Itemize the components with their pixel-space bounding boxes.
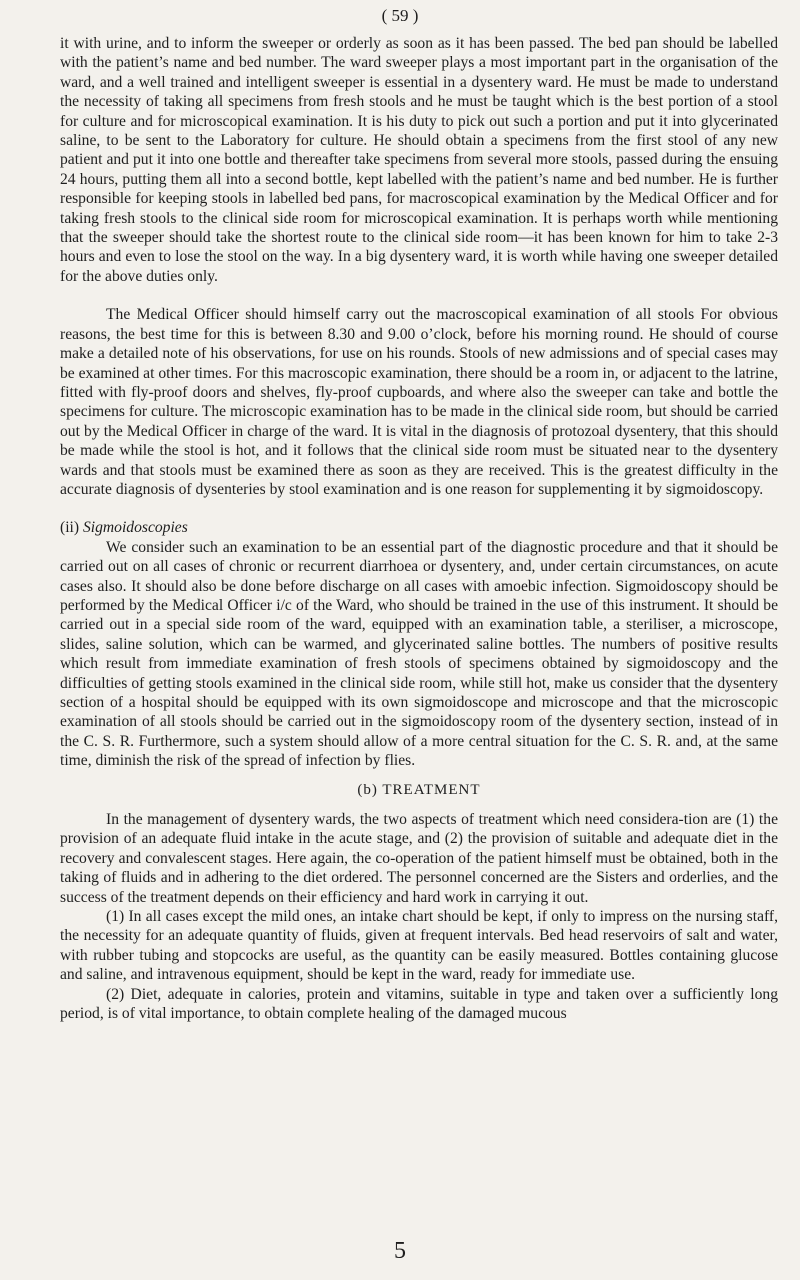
page-number-bottom: 5 bbox=[394, 1238, 406, 1264]
paragraph-management: In the management of dysentery wards, the two aspects of treatment which need considera-tion are (1) the provision of an adequate fluid intake in the acute stage, and (2) the provision of suitable and adequate diet in the recovery and convalescent stages. Here again, the co-operation of the patient himself must be obtained, both in the taking of fluids and in adhering to the diet ordered. The personnel concerned are the Sisters and orderlies, and the success of the treatment depends on their efficiency and hard work in carrying it out. bbox=[60, 811, 778, 906]
page-number-top: ( 59 ) bbox=[381, 6, 419, 25]
paragraph-intake-chart: (1) In all cases except the mild ones, an intake chart should be kept, if only to impress on the nursing staff, the necessity for an adequate quantity of fluids, given at frequent intervals. Bed head reservoirs of salt and water, with rubber tubing and stopcocks are useful, as the quantity can be easily measured. Bottles containing glucose and saline, and intravenous equipment, should be kept in the ward, ready for immediate use. bbox=[60, 908, 778, 984]
subsection-heading-sigmoidoscopies bbox=[60, 518, 778, 537]
subsection-number: (ii) bbox=[60, 519, 80, 537]
page-content bbox=[60, 34, 778, 1024]
paragraph-sigmoidoscopy: We consider such an examination to be an essential part of the diagnostic procedure and that it should be carried out on all cases of chronic or recurrent diarrhoea or dysentery, and, under certain circumstances, on acute cases also. It should also be done before discharge on all cases with amoebic infection. Sigmoidoscopy should be performed by the Medical Officer i/c of the Ward, who should be trained in the use of this instrument. It should be carried out in a special side room of the ward, equipped with an examination table, a steriliser, a microscope, slides, saline solution, which can be warmed, and glycerinated saline bottles. The numbers of positive results which result from immediate examination of fresh stools of specimens obtained by sigmoidoscopy and the difficulties of getting stools examined in the clinical side room, while still hot, make us consider that the dysentery section of a hospital should be equipped with its own sigmoidoscope and microscope and that the microscopic examination of all stools should be carried out in the sigmoidoscopy room of the dysentery section, instead of in the C. S. R. Furthermore, such a system should allow of a more central situation for the C. S. R. and, at the same time, diminish the risk of the spread of infection by flies. bbox=[60, 538, 778, 770]
section-title-treatment: (b) TREATMENT bbox=[357, 781, 481, 798]
paragraph-sweeper-duties: it with urine, and to inform the sweeper or orderly as soon as it has been passed. The bed pan should be labelled with the patient’s name and bed number. The ward sweeper plays a most important part in the organisation of the ward, and a well trained and intelligent sweeper is essential in a dysentery ward. He must be made to understand the necessity of taking all specimens from fresh stools and he must be taught which is the best portion of a stool for culture and for microscopical examination. It is his duty to pick out such a portion and put it into glycerinated saline, to be sent to the Laboratory for culture. He should obtain a specimens from the first stool of any new patient and put it into one bottle and thereafter take specimens from several more stools, passed during the ensuing 24 hours, putting them all into a second bottle, kept labelled with the patient’s name and bed number. He is further responsible for keeping stools in labelled bed pans, for macroscopical examination by the Medical Officer and for taking fresh stools to the clinical side room for microscopical examination. It is perhaps worth while mentioning that the sweeper should take the shortest route to the clinical side room—it has been known for him to take 2-3 hours and even to lose the stool on the way. In a big dysentery ward, it is worth while having one sweeper detailed for the above duties only. bbox=[60, 35, 778, 285]
paragraph-diet: (2) Diet, adequate in calories, protein and vitamins, suitable in type and taken over a sufficiently long period, is of vital importance, to obtain complete healing of the damaged mucous bbox=[60, 985, 778, 1023]
paragraph-macroscopical-examination: The Medical Officer should himself carry out the macroscopical examination of all stools For obvious reasons, the best time for this is between 8.30 and 9.00 o’clock, before his morning round. He should of course make a detailed note of his observations, for use on his rounds. Stools of new admissions and of special cases may be examined at other times. For this macroscopic examination, there should be a room in, or adjacent to the latrine, fitted with fly-proof doors and shelves, fly-proof cupboards, and where also the sweeper can take and bottle the specimens for culture. The microscopic examination has to be made in the clinical side room, but should be carried out by the Medical Officer in charge of the ward. It is vital in the diagnosis of protozoal dysentery, that this should be made while the stool is hot, and it follows that the clinical side room must be situated near to the dysentery wards and that stools must be examined there as soon as they are received. This is the greatest difficulty in the accurate diagnosis of dysenteries by stool examination and is one reason for supplementing it by sigmoidoscopy. bbox=[60, 306, 778, 498]
subsection-title: Sigmoidoscopies bbox=[82, 519, 188, 537]
